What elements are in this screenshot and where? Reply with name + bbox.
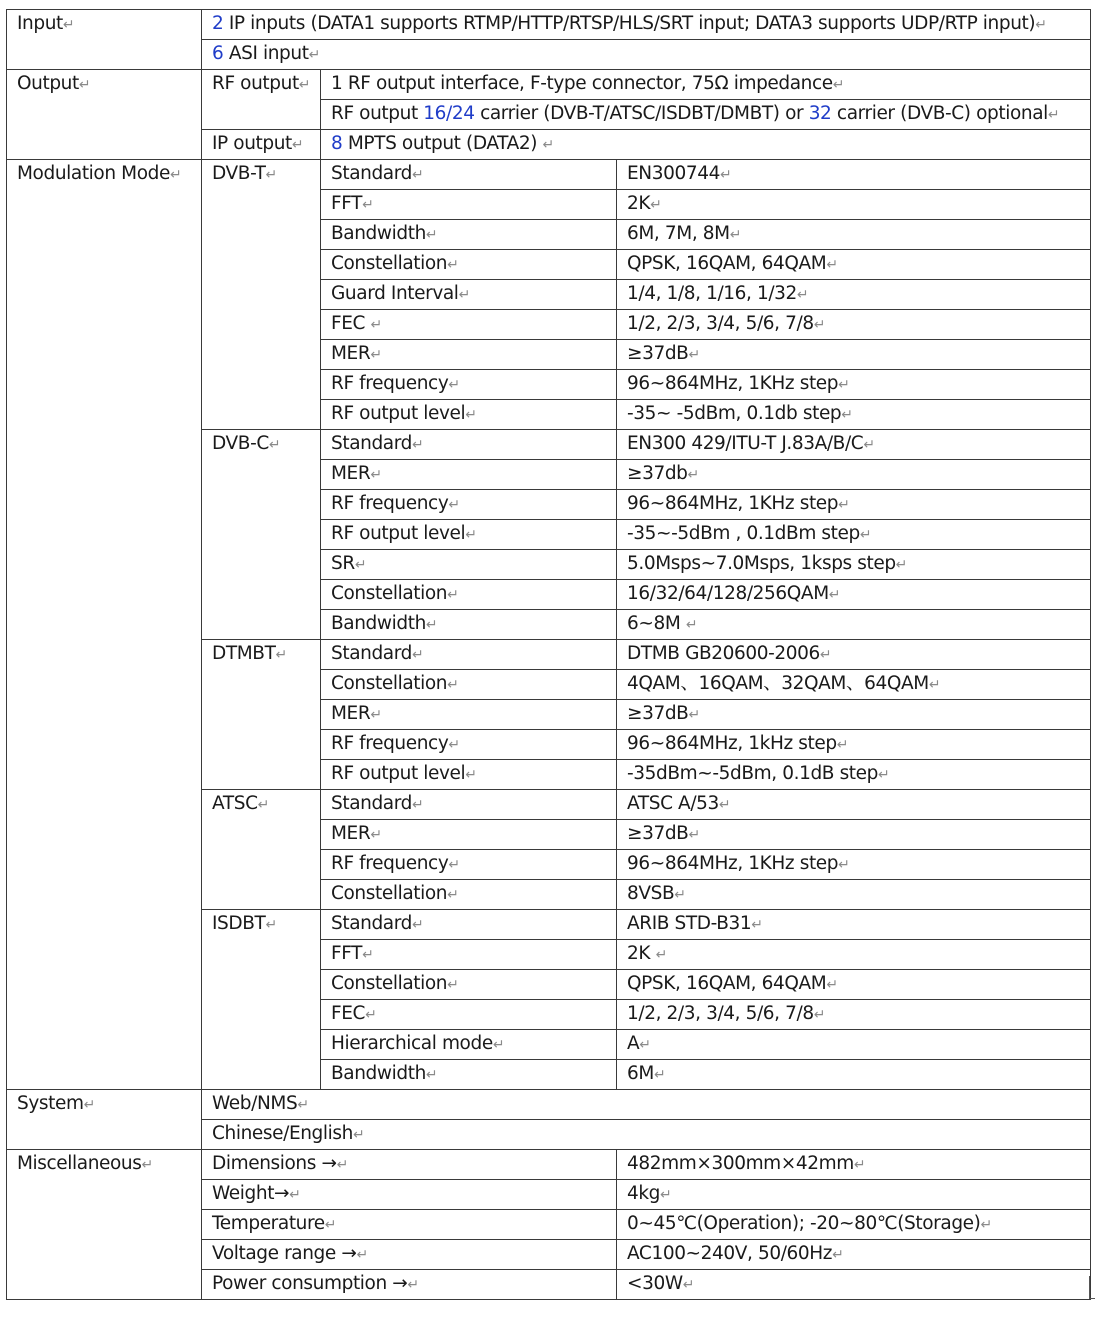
paragraph-mark: ↵ (411, 437, 424, 453)
param-name-text: RF output level (331, 523, 466, 544)
param-name (321, 280, 617, 310)
param-value (617, 190, 1091, 220)
input-label: Input (17, 13, 63, 34)
param-value (617, 430, 1091, 460)
misc-label-text: Miscellaneous (17, 1153, 142, 1174)
param-name (321, 370, 617, 400)
paragraph-mark: ↵ (298, 77, 311, 93)
param-value (617, 1000, 1091, 1030)
paragraph-mark: ↵ (832, 77, 845, 93)
dtmbt-label (202, 640, 321, 790)
paragraph-mark: ↵ (838, 377, 850, 393)
rf-carrier-pre: RF output (331, 103, 424, 124)
paragraph-mark: ↵ (78, 77, 91, 93)
misc-value (617, 1270, 1091, 1300)
paragraph-mark: ↵ (297, 1097, 310, 1113)
paragraph-mark: ↵ (141, 1157, 154, 1173)
ip-output-label: IP output (212, 133, 292, 154)
param-name-text: RF output level (331, 403, 466, 424)
table-row (7, 1150, 1091, 1180)
paragraph-mark: ↵ (1035, 17, 1047, 33)
misc-value-text: 482mm×300mm×42mm (627, 1153, 854, 1174)
rf-interface-text: 1 RF output interface, F-type connector, 75Ω impedance (331, 73, 833, 94)
paragraph-mark: ↵ (169, 167, 182, 183)
paragraph-mark: ↵ (289, 1187, 301, 1203)
ip-output-text: MPTS output (DATA2) (342, 133, 543, 154)
param-value-text: ≥37db (627, 463, 688, 484)
system-item (202, 1090, 1091, 1120)
paragraph-mark: ↵ (685, 617, 698, 633)
param-name (321, 190, 617, 220)
param-value (617, 760, 1091, 790)
paragraph-mark: ↵ (895, 557, 908, 573)
paragraph-mark: ↵ (291, 137, 304, 153)
param-value (617, 370, 1091, 400)
paragraph-mark: ↵ (980, 1217, 993, 1233)
isdbt-label-text: ISDBT (212, 913, 266, 934)
param-value-text: -35~-5dBm , 0.1dBm step (627, 523, 860, 544)
paragraph-mark: ↵ (83, 1097, 96, 1113)
param-value-text: 2K (627, 193, 651, 214)
table-row (7, 1090, 1091, 1120)
param-name-text: RF output level (331, 763, 466, 784)
param-name (321, 1030, 617, 1060)
dvbc-label (202, 430, 321, 640)
param-value (617, 220, 1091, 250)
table-row (7, 160, 1091, 190)
misc-name-text: Dimensions → (212, 1153, 337, 1174)
paragraph-mark: ↵ (265, 917, 278, 933)
param-name (321, 310, 617, 340)
misc-value (617, 1240, 1091, 1270)
param-name-text: Bandwidth (331, 1063, 426, 1084)
param-value-text: DTMB GB20600-2006 (627, 643, 820, 664)
param-name-text: Guard Interval (331, 283, 459, 304)
paragraph-mark: ↵ (257, 797, 270, 813)
param-value (617, 880, 1091, 910)
misc-name (202, 1270, 617, 1300)
paragraph-mark: ↵ (1047, 107, 1060, 123)
paragraph-mark: ↵ (362, 947, 374, 963)
paragraph-mark: ↵ (425, 227, 438, 243)
param-value-text: A (627, 1033, 640, 1054)
param-name (321, 400, 617, 430)
param-name (321, 910, 617, 940)
param-name-text: Hierarchical mode (331, 1033, 493, 1054)
param-value (617, 580, 1091, 610)
misc-name (202, 1180, 617, 1210)
misc-value-text: <30W (627, 1273, 683, 1294)
param-value-text: QPSK, 16QAM, 64QAM (627, 973, 827, 994)
param-name-text: Constellation (331, 253, 448, 274)
paragraph-mark: ↵ (863, 437, 876, 453)
param-name-text: RF frequency (331, 733, 449, 754)
param-name (321, 340, 617, 370)
paragraph-mark: ↵ (324, 1217, 337, 1233)
paragraph-mark: ↵ (853, 1157, 866, 1173)
rf-interface-cell (321, 70, 1091, 100)
param-name (321, 580, 617, 610)
param-name-text: MER (331, 823, 371, 844)
paragraph-mark: ↵ (411, 917, 424, 933)
param-name-text: FFT (331, 193, 363, 214)
paragraph-mark: ↵ (653, 1067, 666, 1083)
rf-carrier-mid: carrier (DVB-T/ATSC/ISDBT/DMBT) or (474, 103, 809, 124)
misc-name (202, 1210, 617, 1240)
modulation-label-text: Modulation Mode (17, 163, 170, 184)
paragraph-mark: ↵ (813, 317, 826, 333)
paragraph-mark: ↵ (352, 1127, 365, 1143)
param-value-text: 96~864MHz, 1KHz step (627, 853, 839, 874)
param-name (321, 970, 617, 1000)
param-value-text: 2K (627, 943, 656, 964)
paragraph-mark: ↵ (448, 857, 461, 873)
param-name (321, 640, 617, 670)
paragraph-mark: ↵ (688, 707, 701, 723)
misc-value-text: AC100~240V, 50/60Hz (627, 1243, 833, 1264)
param-name (321, 820, 617, 850)
rf-carrier-count: 16/24 (423, 103, 475, 124)
param-value-text: 8VSB (627, 883, 675, 904)
paragraph-mark: ↵ (365, 1007, 377, 1023)
param-name (321, 460, 617, 490)
output-label: Output (17, 73, 79, 94)
misc-value-text: 0~45℃(Operation); -20~80℃(Storage) (627, 1213, 981, 1234)
input-ip-cell (202, 10, 1091, 40)
param-name (321, 880, 617, 910)
param-value (617, 490, 1091, 520)
param-value (617, 460, 1091, 490)
param-name-text: MER (331, 463, 371, 484)
paragraph-mark: ↵ (826, 257, 839, 273)
paragraph-mark: ↵ (859, 527, 872, 543)
paragraph-mark: ↵ (819, 647, 832, 663)
param-name (321, 850, 617, 880)
paragraph-mark: ↵ (370, 467, 383, 483)
param-value-text: 4QAM、16QAM、32QAM、64QAM (627, 673, 929, 694)
misc-value (617, 1210, 1091, 1240)
param-name (321, 160, 617, 190)
paragraph-mark: ↵ (447, 587, 459, 603)
spec-table-body (7, 10, 1091, 1300)
param-name-text: RF frequency (331, 853, 449, 874)
param-value (617, 640, 1091, 670)
paragraph-mark: ↵ (425, 1067, 438, 1083)
paragraph-mark: ↵ (796, 287, 809, 303)
paragraph-mark: ↵ (362, 197, 374, 213)
paragraph-mark: ↵ (411, 797, 424, 813)
rf-output-label: RF output (212, 73, 299, 94)
system-item-text: Web/NMS (212, 1093, 298, 1114)
param-value (617, 160, 1091, 190)
param-name (321, 670, 617, 700)
param-value (617, 1030, 1091, 1060)
ip-output-value-cell (321, 130, 1091, 160)
param-value-text: 96~864MHz, 1kHz step (627, 733, 837, 754)
paragraph-mark: ↵ (62, 17, 75, 33)
ip-input-count: 2 (212, 13, 224, 34)
param-value-text: EN300 429/ITU-T J.83A/B/C (627, 433, 864, 454)
param-name (321, 250, 617, 280)
paragraph-mark: ↵ (465, 527, 478, 543)
spec-table (6, 9, 1091, 1300)
paragraph-mark: ↵ (448, 377, 461, 393)
param-value-text: EN300744 (627, 163, 720, 184)
paragraph-mark: ↵ (826, 977, 839, 993)
param-value-text: ≥37dB (627, 823, 689, 844)
param-name-text: FEC (331, 1003, 366, 1024)
misc-name (202, 1150, 617, 1180)
paragraph-mark: ↵ (411, 167, 424, 183)
param-value-text: 6M (627, 1063, 654, 1084)
dvbt-label-text: DVB-T (212, 163, 266, 184)
paragraph-mark: ↵ (729, 227, 742, 243)
param-value (617, 670, 1091, 700)
param-name (321, 700, 617, 730)
paragraph-mark: ↵ (458, 287, 471, 303)
param-name-text: FFT (331, 943, 363, 964)
paragraph-mark: ↵ (447, 887, 459, 903)
paragraph-mark: ↵ (411, 647, 424, 663)
param-value (617, 280, 1091, 310)
asi-input-text: ASI input (223, 43, 309, 64)
paragraph-mark: ↵ (838, 857, 850, 873)
param-name-text: SR (331, 553, 355, 574)
rf-output-label-cell (202, 70, 321, 130)
param-value-text: 6M, 7M, 8M (627, 223, 730, 244)
paragraph-mark: ↵ (448, 737, 461, 753)
param-name (321, 520, 617, 550)
param-value (617, 520, 1091, 550)
param-value (617, 730, 1091, 760)
param-value-text: ARIB STD-B31 (627, 913, 752, 934)
paragraph-mark: ↵ (687, 467, 700, 483)
param-value (617, 850, 1091, 880)
param-value (617, 700, 1091, 730)
modulation-label (7, 160, 202, 1090)
param-value-text: 1/4, 1/8, 1/16, 1/32 (627, 283, 797, 304)
misc-name (202, 1240, 617, 1270)
param-value (617, 550, 1091, 580)
misc-value-text: 4kg (627, 1183, 661, 1204)
misc-value (617, 1150, 1091, 1180)
paragraph-mark: ↵ (639, 1037, 651, 1053)
input-label-cell (7, 10, 202, 70)
param-value (617, 250, 1091, 280)
param-value-text: -35~ -5dBm, 0.1db step (627, 403, 842, 424)
misc-name-text: Temperature (212, 1213, 325, 1234)
paragraph-mark: ↵ (542, 137, 555, 153)
rf-carrier-cell (321, 100, 1091, 130)
param-value-text: 96~864MHz, 1KHz step (627, 493, 839, 514)
paragraph-mark: ↵ (650, 197, 662, 213)
paragraph-mark: ↵ (265, 167, 278, 183)
paragraph-mark: ↵ (336, 1157, 349, 1173)
misc-name-text: Voltage range → (212, 1243, 357, 1264)
param-value-text: ≥37dB (627, 703, 689, 724)
param-value-text: QPSK, 16QAM, 64QAM (627, 253, 827, 274)
param-name-text: Constellation (331, 583, 448, 604)
param-name-text: Bandwidth (331, 613, 426, 634)
param-value (617, 940, 1091, 970)
param-name (321, 760, 617, 790)
param-value (617, 610, 1091, 640)
system-item-text: Chinese/English (212, 1123, 353, 1144)
paragraph-mark: ↵ (275, 647, 288, 663)
paragraph-mark: ↵ (492, 1037, 505, 1053)
paragraph-mark: ↵ (828, 587, 841, 603)
param-name-text: Standard (331, 643, 412, 664)
misc-value (617, 1180, 1091, 1210)
param-value-text: ≥37dB (627, 343, 689, 364)
param-name-text: Standard (331, 793, 412, 814)
paragraph-mark: ↵ (370, 707, 383, 723)
param-name (321, 220, 617, 250)
param-value-text: 1/2, 2/3, 3/4, 5/6, 7/8 (627, 313, 814, 334)
dvbt-label (202, 160, 321, 430)
isdbt-label (202, 910, 321, 1090)
ip-output-count: 8 (331, 133, 343, 154)
paragraph-mark: ↵ (465, 767, 478, 783)
paragraph-mark: ↵ (448, 497, 461, 513)
asi-input-count: 6 (212, 43, 224, 64)
param-value (617, 310, 1091, 340)
paragraph-mark: ↵ (688, 347, 701, 363)
param-name-text: Constellation (331, 973, 448, 994)
paragraph-mark: ↵ (674, 887, 686, 903)
param-name-text: MER (331, 343, 371, 364)
param-value-text: 96~864MHz, 1KHz step (627, 373, 839, 394)
param-value (617, 400, 1091, 430)
ip-output-label-cell (202, 130, 321, 160)
param-value-text: 5.0Msps~7.0Msps, 1ksps step (627, 553, 896, 574)
paragraph-mark: ↵ (354, 557, 367, 573)
paragraph-mark: ↵ (841, 407, 854, 423)
param-name (321, 940, 617, 970)
misc-name-text: Power consumption → (212, 1273, 408, 1294)
output-label-cell (7, 70, 202, 160)
param-value (617, 790, 1091, 820)
paragraph-mark: ↵ (719, 167, 732, 183)
dvbc-label-text: DVB-C (212, 433, 269, 454)
paragraph-mark: ↵ (356, 1247, 369, 1263)
param-value (617, 970, 1091, 1000)
param-value (617, 340, 1091, 370)
output-row-rf-interface (7, 70, 1091, 100)
paragraph-mark: ↵ (682, 1277, 695, 1293)
paragraph-mark: ↵ (813, 1007, 826, 1023)
param-name-text: FEC (331, 313, 371, 334)
paragraph-mark: ↵ (407, 1277, 420, 1293)
param-name (321, 490, 617, 520)
system-item (202, 1120, 1091, 1150)
paragraph-mark: ↵ (425, 617, 438, 633)
paragraph-mark: ↵ (447, 977, 459, 993)
paragraph-mark: ↵ (268, 437, 281, 453)
param-value (617, 820, 1091, 850)
paragraph-mark: ↵ (660, 1187, 672, 1203)
param-value-text: -35dBm~-5dBm, 0.1dB step (627, 763, 878, 784)
param-name-text: Constellation (331, 883, 448, 904)
paragraph-mark: ↵ (447, 257, 459, 273)
paragraph-mark: ↵ (928, 677, 941, 693)
param-name-text: MER (331, 703, 371, 724)
input-row-ip (7, 10, 1091, 40)
param-name (321, 730, 617, 760)
param-value-text: 6~8M (627, 613, 686, 634)
paragraph-mark: ↵ (878, 767, 890, 783)
paragraph-mark: ↵ (370, 827, 383, 843)
atsc-label-text: ATSC (212, 793, 258, 814)
paragraph-mark: ↵ (832, 1247, 844, 1263)
param-value (617, 1060, 1091, 1090)
param-name-text: Standard (331, 433, 412, 454)
paragraph-mark: ↵ (838, 497, 850, 513)
param-name (321, 1000, 617, 1030)
misc-name-text: Weight→ (212, 1183, 290, 1204)
paragraph-mark: ↵ (655, 947, 668, 963)
param-name (321, 790, 617, 820)
system-label-text: System (17, 1093, 84, 1114)
page-corner-mark (1089, 1276, 1095, 1299)
paragraph-mark: ↵ (370, 347, 383, 363)
rf-carrier-count-dvbc: 32 (808, 103, 832, 124)
input-asi-cell (202, 40, 1091, 70)
param-name (321, 430, 617, 460)
param-name-text: RF frequency (331, 493, 449, 514)
paragraph-mark: ↵ (465, 407, 478, 423)
param-name (321, 1060, 617, 1090)
param-name (321, 610, 617, 640)
param-value (617, 910, 1091, 940)
param-name-text: Constellation (331, 673, 448, 694)
ip-input-text: IP inputs (DATA1 supports RTMP/HTTP/RTSP/HLS/SRT input; DATA3 supports UDP/RTP input) (223, 13, 1036, 34)
param-value-text: 16/32/64/128/256QAM (627, 583, 829, 604)
paragraph-mark: ↵ (718, 797, 731, 813)
dtmbt-label-text: DTMBT (212, 643, 276, 664)
param-name-text: Standard (331, 163, 412, 184)
atsc-label (202, 790, 321, 910)
system-label (7, 1090, 202, 1150)
param-value-text: ATSC A/53 (627, 793, 719, 814)
param-name-text: Bandwidth (331, 223, 426, 244)
paragraph-mark: ↵ (688, 827, 701, 843)
param-name-text: Standard (331, 913, 412, 934)
param-value-text: 1/2, 2/3, 3/4, 5/6, 7/8 (627, 1003, 814, 1024)
paragraph-mark: ↵ (370, 317, 383, 333)
rf-carrier-post: carrier (DVB-C) optional (831, 103, 1048, 124)
misc-label (7, 1150, 202, 1300)
paragraph-mark: ↵ (308, 47, 321, 63)
param-name (321, 550, 617, 580)
paragraph-mark: ↵ (751, 917, 764, 933)
param-name-text: RF frequency (331, 373, 449, 394)
paragraph-mark: ↵ (836, 737, 849, 753)
paragraph-mark: ↵ (447, 677, 459, 693)
